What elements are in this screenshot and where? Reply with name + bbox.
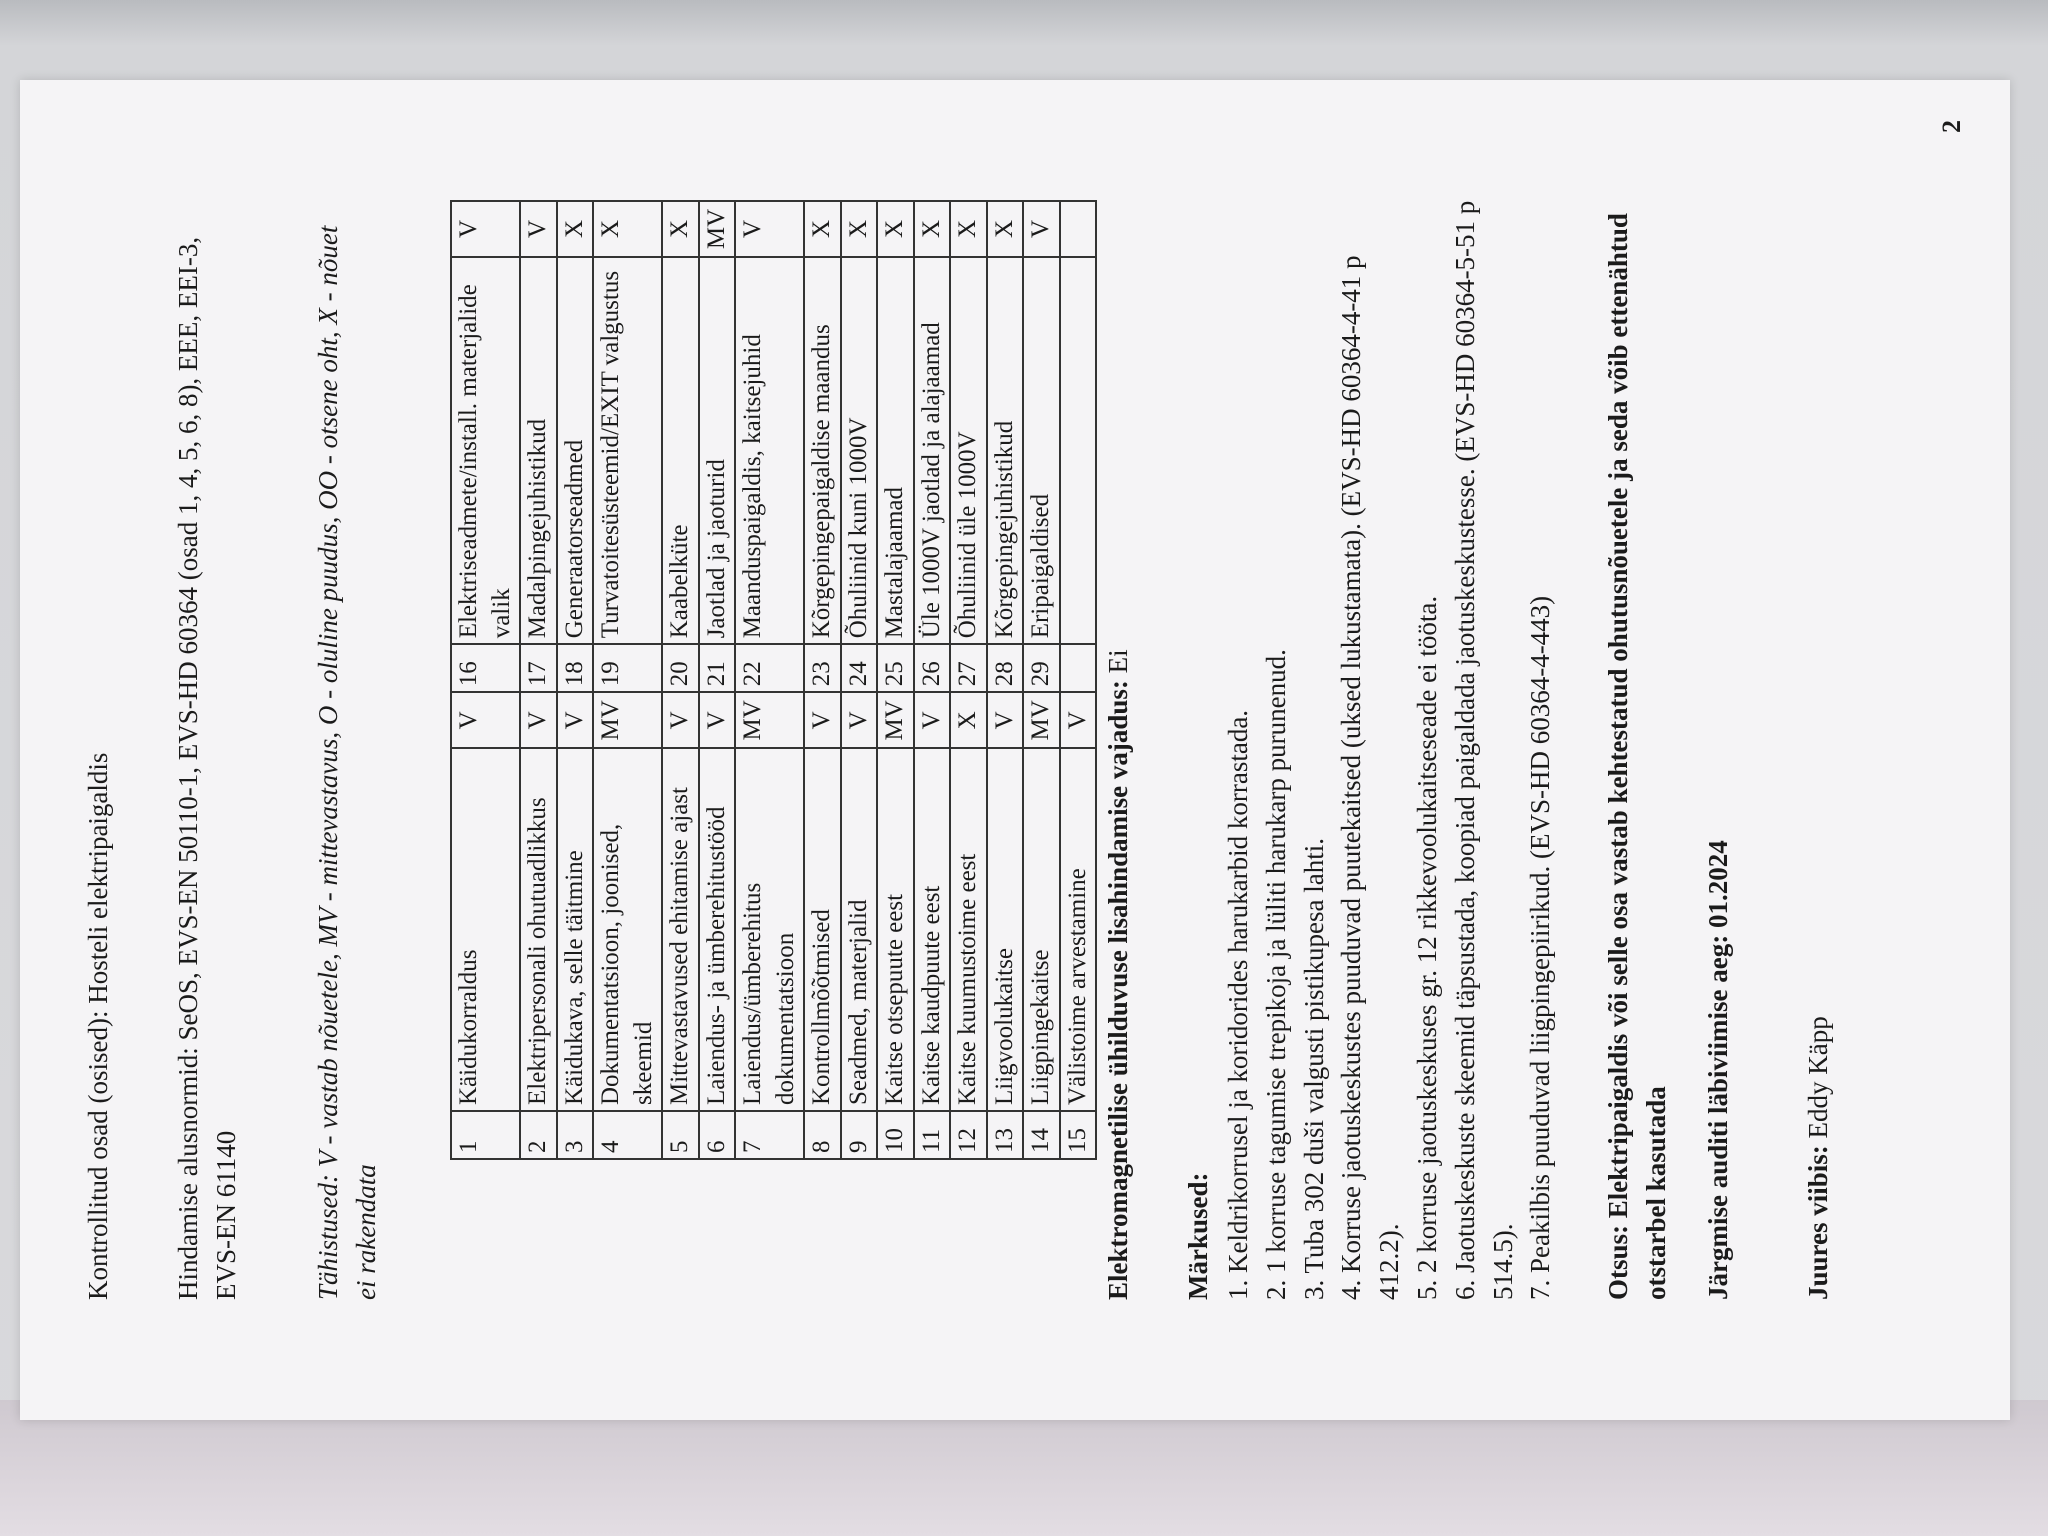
- row-number: 10: [877, 1111, 914, 1159]
- remark-item: 1. Keldrikorrusel ja koridorides harukarbid korrastada.: [1223, 709, 1253, 1300]
- table-row: [804, 201, 841, 1159]
- row-number: 22: [735, 644, 804, 692]
- row-label: Laiendus/ümberehitus dokumentatsioon: [735, 748, 804, 1111]
- page-number: 2: [1936, 120, 1966, 133]
- row-number: 11: [914, 1111, 951, 1159]
- decision: Otsus: Elektripaigaldis või selle osa vastab kehtestatud ohutusnõuetele ja seda võib ettenähtud otstarbel kasutada: [1603, 213, 1671, 1300]
- row-label: Seadmed, materjalid: [841, 748, 878, 1111]
- row-mark: X: [841, 201, 878, 257]
- row-label: Mittevastavused ehitamise ajast: [662, 748, 699, 1111]
- row-number: 6: [699, 1111, 736, 1159]
- row-number: 1: [451, 1111, 520, 1159]
- table-row: [841, 201, 878, 1159]
- row-label: Õhuliinid üle 1000V: [950, 257, 987, 644]
- row-mark: X: [557, 201, 594, 257]
- row-label: Kõrgepingejuhistikud: [987, 257, 1024, 644]
- row-number: 14: [1023, 1111, 1060, 1159]
- inspected-parts: Kontrollitud osad (osised): Hosteli elektripaigaldis: [83, 752, 113, 1300]
- remark-item: 3. Tuba 302 duši valgusti pistikupesa lahti.: [1298, 837, 1329, 1300]
- row-mark: X: [950, 692, 987, 748]
- remark-item: 2. 1 korruse tagumise trepikoja ja lüliti harukarp purunenud.: [1260, 649, 1291, 1300]
- row-number: 20: [662, 644, 699, 692]
- table-row: [877, 201, 914, 1159]
- row-label: Kõrgepingepaigaldise maandus: [804, 257, 841, 644]
- row-mark: V: [520, 692, 557, 748]
- row-mark: V: [451, 692, 520, 748]
- row-number: 9: [841, 1111, 878, 1159]
- row-mark: V: [451, 201, 520, 257]
- row-label: Liigpingekaitse: [1023, 748, 1060, 1111]
- row-label: Elektripersonali ohutuadlikkus: [520, 748, 557, 1111]
- row-label: Jaotlad ja jaoturid: [699, 257, 736, 644]
- table-row: [520, 201, 557, 1159]
- row-number: 23: [804, 644, 841, 692]
- page-content: [20, 80, 2010, 1420]
- row-label: Kontrollmõõtmised: [804, 748, 841, 1111]
- remarks-title: Märkused:: [1183, 1172, 1213, 1300]
- remark-item: 5. 2 korruse jaotuskeskuses gr. 12 rikkevoolukaitseseade ei tööta.: [1411, 595, 1442, 1300]
- row-mark: V: [520, 201, 557, 257]
- table-row: [1060, 201, 1097, 1159]
- row-label: Turvatoitesüsteemid/EXIT valgustus: [593, 257, 662, 644]
- row-number: 17: [520, 644, 557, 692]
- row-label: Maanduspaigaldis, kaitsejuhid: [735, 257, 804, 644]
- row-mark: MV: [1023, 692, 1060, 748]
- row-mark: X: [914, 201, 951, 257]
- row-label: Üle 1000V jaotlad ja alajaamad: [914, 257, 951, 644]
- table-row: [735, 201, 804, 1159]
- row-label: Kaitse kuumustoime eest: [950, 748, 987, 1111]
- row-mark: MV: [877, 692, 914, 748]
- table-row: [662, 201, 699, 1159]
- present-person: Juures viibis: Eddy Käpp: [1803, 1016, 1833, 1300]
- remark-item: 6. Jaotuskeskuste skeemid täpsustada, koopiad paigaldada jaotuskeskustesse. (EVS-HD 60364-5-51 p 514.5).: [1449, 200, 1518, 1300]
- row-label: Mastalajaamad: [877, 257, 914, 644]
- underlying-page: [0, 1400, 2048, 1536]
- row-label: Käidukorraldus: [451, 748, 520, 1111]
- row-number: 4: [593, 1111, 662, 1159]
- row-label: Eripaigaldised: [1023, 257, 1060, 644]
- row-mark: V: [841, 692, 878, 748]
- row-mark: V: [804, 692, 841, 748]
- row-mark: MV: [735, 692, 804, 748]
- row-number: 3: [557, 1111, 594, 1159]
- row-mark: V: [1060, 692, 1097, 748]
- row-number: 18: [557, 644, 594, 692]
- row-number: 29: [1023, 644, 1060, 692]
- table-row: [1023, 201, 1060, 1159]
- row-mark: V: [987, 692, 1024, 748]
- row-mark: V: [662, 692, 699, 748]
- row-number: 15: [1060, 1111, 1097, 1159]
- row-label: Kaabelküte: [662, 257, 699, 644]
- row-number: 27: [950, 644, 987, 692]
- row-mark: V: [1023, 201, 1060, 257]
- standards: Hindamise alusnormid: SeOS, EVS-EN 50110-1, EVS-HD 60364 (osad 1, 4, 5, 6, 8), EEE, EEI-3, EVS-EN 61140: [173, 236, 241, 1300]
- row-number: 21: [699, 644, 736, 692]
- row-number: 2: [520, 1111, 557, 1159]
- row-number: 16: [451, 644, 520, 692]
- criteria-table: [450, 200, 1097, 1160]
- row-number: 13: [987, 1111, 1024, 1159]
- table-row: [914, 201, 951, 1159]
- row-label: Kaitse otsepuute eest: [877, 748, 914, 1111]
- row-mark: V: [557, 692, 594, 748]
- table-row: [987, 201, 1024, 1159]
- row-label: Liigvoolukaitse: [987, 748, 1024, 1111]
- row-mark: MV: [593, 692, 662, 748]
- row-mark: [1060, 201, 1097, 257]
- row-label: Elektriseadmete/install. materjalide valik: [451, 257, 520, 644]
- row-number: 26: [914, 644, 951, 692]
- row-number: 12: [950, 1111, 987, 1159]
- row-label: Kaitse kaudpuute eest: [914, 748, 951, 1111]
- row-label: Õhuliinid kuni 1000V: [841, 257, 878, 644]
- next-audit: Järgmise auditi läbiviimise aeg: 01.2024: [1703, 840, 1733, 1300]
- row-mark: MV: [699, 201, 736, 257]
- emc-assessment: Elektromagnetilise ühilduvuse lisahindamise vajadus: Ei: [1103, 649, 1133, 1300]
- remarks-list: [1220, 200, 1560, 1300]
- table-row: [699, 201, 736, 1159]
- row-number: [1060, 644, 1097, 692]
- row-mark: X: [877, 201, 914, 257]
- row-label: Madalpingejuhistikud: [520, 257, 557, 644]
- row-number: 8: [804, 1111, 841, 1159]
- row-label: Dokumentatsioon, joonised, skeemid: [593, 748, 662, 1111]
- remark-item: 7. Peakilbis puuduvad liigpingepiirikud. (EVS-HD 60364-4-443): [1525, 595, 1556, 1300]
- row-label: Käidukava, selle täitmine: [557, 748, 594, 1111]
- remark-item: 4. Korruse jaotuskeskustes puuduvad puutekaitsed (uksed lukustamata). (EVS-HD 60364-4-41 p 412.2).: [1336, 255, 1405, 1300]
- row-number: 25: [877, 644, 914, 692]
- row-mark: X: [804, 201, 841, 257]
- row-mark: X: [987, 201, 1024, 257]
- row-mark: X: [593, 201, 662, 257]
- row-mark: V: [735, 201, 804, 257]
- row-number: 24: [841, 644, 878, 692]
- row-label: Välistoime arvestamine: [1060, 748, 1097, 1111]
- row-mark: V: [699, 692, 736, 748]
- row-label: Generaatorseadmed: [557, 257, 594, 644]
- table-row: [950, 201, 987, 1159]
- row-number: 19: [593, 644, 662, 692]
- row-number: 28: [987, 644, 1024, 692]
- table-row: [451, 201, 520, 1159]
- row-number: 7: [735, 1111, 804, 1159]
- row-mark: X: [662, 201, 699, 257]
- row-number: 5: [662, 1111, 699, 1159]
- row-mark: V: [914, 692, 951, 748]
- table-row: [593, 201, 662, 1159]
- row-label: [1060, 257, 1097, 644]
- row-label: Laiendus- ja ümberehitustööd: [699, 748, 736, 1111]
- document-page: [20, 80, 2010, 1420]
- table-row: [557, 201, 594, 1159]
- row-mark: X: [950, 201, 987, 257]
- legend: Tähistused: V - vastab nõuetele, MV - mittevastavus, O - oluline puudus, OO - otsene oht, X - nõuet ei rakendata: [313, 225, 381, 1300]
